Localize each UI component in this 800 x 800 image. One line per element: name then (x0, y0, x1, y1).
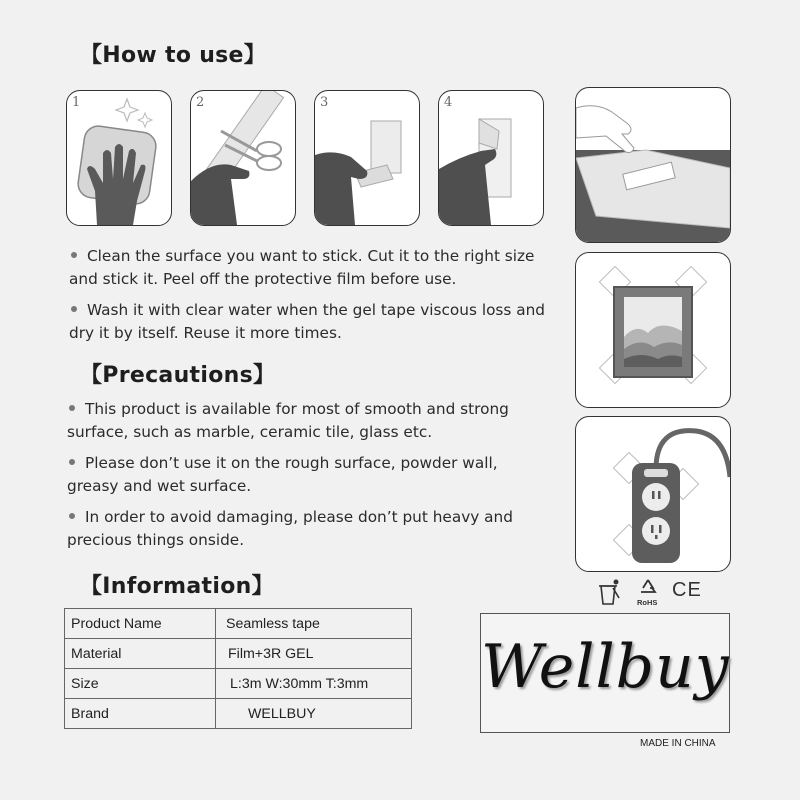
info-value: L:3m W:30mm T:3mm (216, 669, 412, 699)
step-4-illustration (438, 90, 544, 226)
step-3-illustration (314, 90, 420, 226)
how-to-use-bullet-2: Wash it with clear water when the gel tape viscous loss and dry it by itself. Reuse it more times. (69, 301, 546, 342)
bullet-icon (69, 513, 75, 519)
info-label: Product Name (65, 609, 216, 639)
step-number: 3 (320, 95, 329, 110)
clean-surface-icon (67, 91, 171, 225)
bullet-icon (71, 252, 77, 258)
info-value: WELLBUY (216, 699, 412, 729)
rohs-label: RoHS (637, 598, 658, 607)
power-strip-icon (576, 417, 730, 571)
ce-mark-icon: CE (672, 579, 702, 601)
info-value: Film+3R GEL (216, 639, 412, 669)
precaution-bullet-1: This product is available for most of smooth and strong surface, such as marble, ceramic tile, glass etc. (67, 400, 509, 441)
information-heading: 【Information】 (80, 574, 274, 599)
step-2-illustration (190, 90, 296, 226)
step-number: 1 (72, 95, 81, 110)
info-label: Material (65, 639, 216, 669)
table-application-illustration (575, 87, 731, 243)
precaution-bullet-2: Please don’t use it on the rough surface, powder wall, greasy and wet surface. (67, 454, 498, 495)
frame-application-illustration (575, 252, 731, 408)
info-value: Seamless tape (216, 609, 412, 639)
precaution-bullet-3: In order to avoid damaging, please don’t put heavy and precious things onside. (67, 508, 513, 549)
bullet-icon (69, 459, 75, 465)
hand-on-table-icon (576, 88, 730, 242)
bullet-icon (69, 405, 75, 411)
precautions-heading: 【Precautions】 (80, 363, 276, 388)
table-row (65, 609, 412, 639)
brand-logo-box (480, 613, 730, 733)
cut-tape-icon (191, 91, 295, 225)
brand-logo: Wellbuy (481, 632, 730, 702)
information-table (64, 608, 412, 729)
power-strip-application-illustration (575, 416, 731, 572)
table-row (65, 699, 412, 729)
bullet-icon (71, 306, 77, 312)
step-number: 4 (444, 95, 453, 110)
how-to-use-heading: 【How to use】 (80, 43, 267, 68)
table-row (65, 639, 412, 669)
picture-frame-icon (576, 253, 730, 407)
made-in-label: MADE IN CHINA (640, 738, 716, 749)
recycling-icon (636, 578, 660, 596)
recycle-bin-icon (595, 578, 621, 606)
stick-tape-icon (315, 91, 419, 225)
how-to-use-bullet-1: Clean the surface you want to stick. Cut it to the right size and stick it. Peel off the protective film before use. (69, 247, 535, 288)
step-1-illustration (66, 90, 172, 226)
info-label: Brand (65, 699, 216, 729)
info-label: Size (65, 669, 216, 699)
peel-film-icon (439, 91, 543, 225)
step-number: 2 (196, 95, 205, 110)
table-row (65, 669, 412, 699)
